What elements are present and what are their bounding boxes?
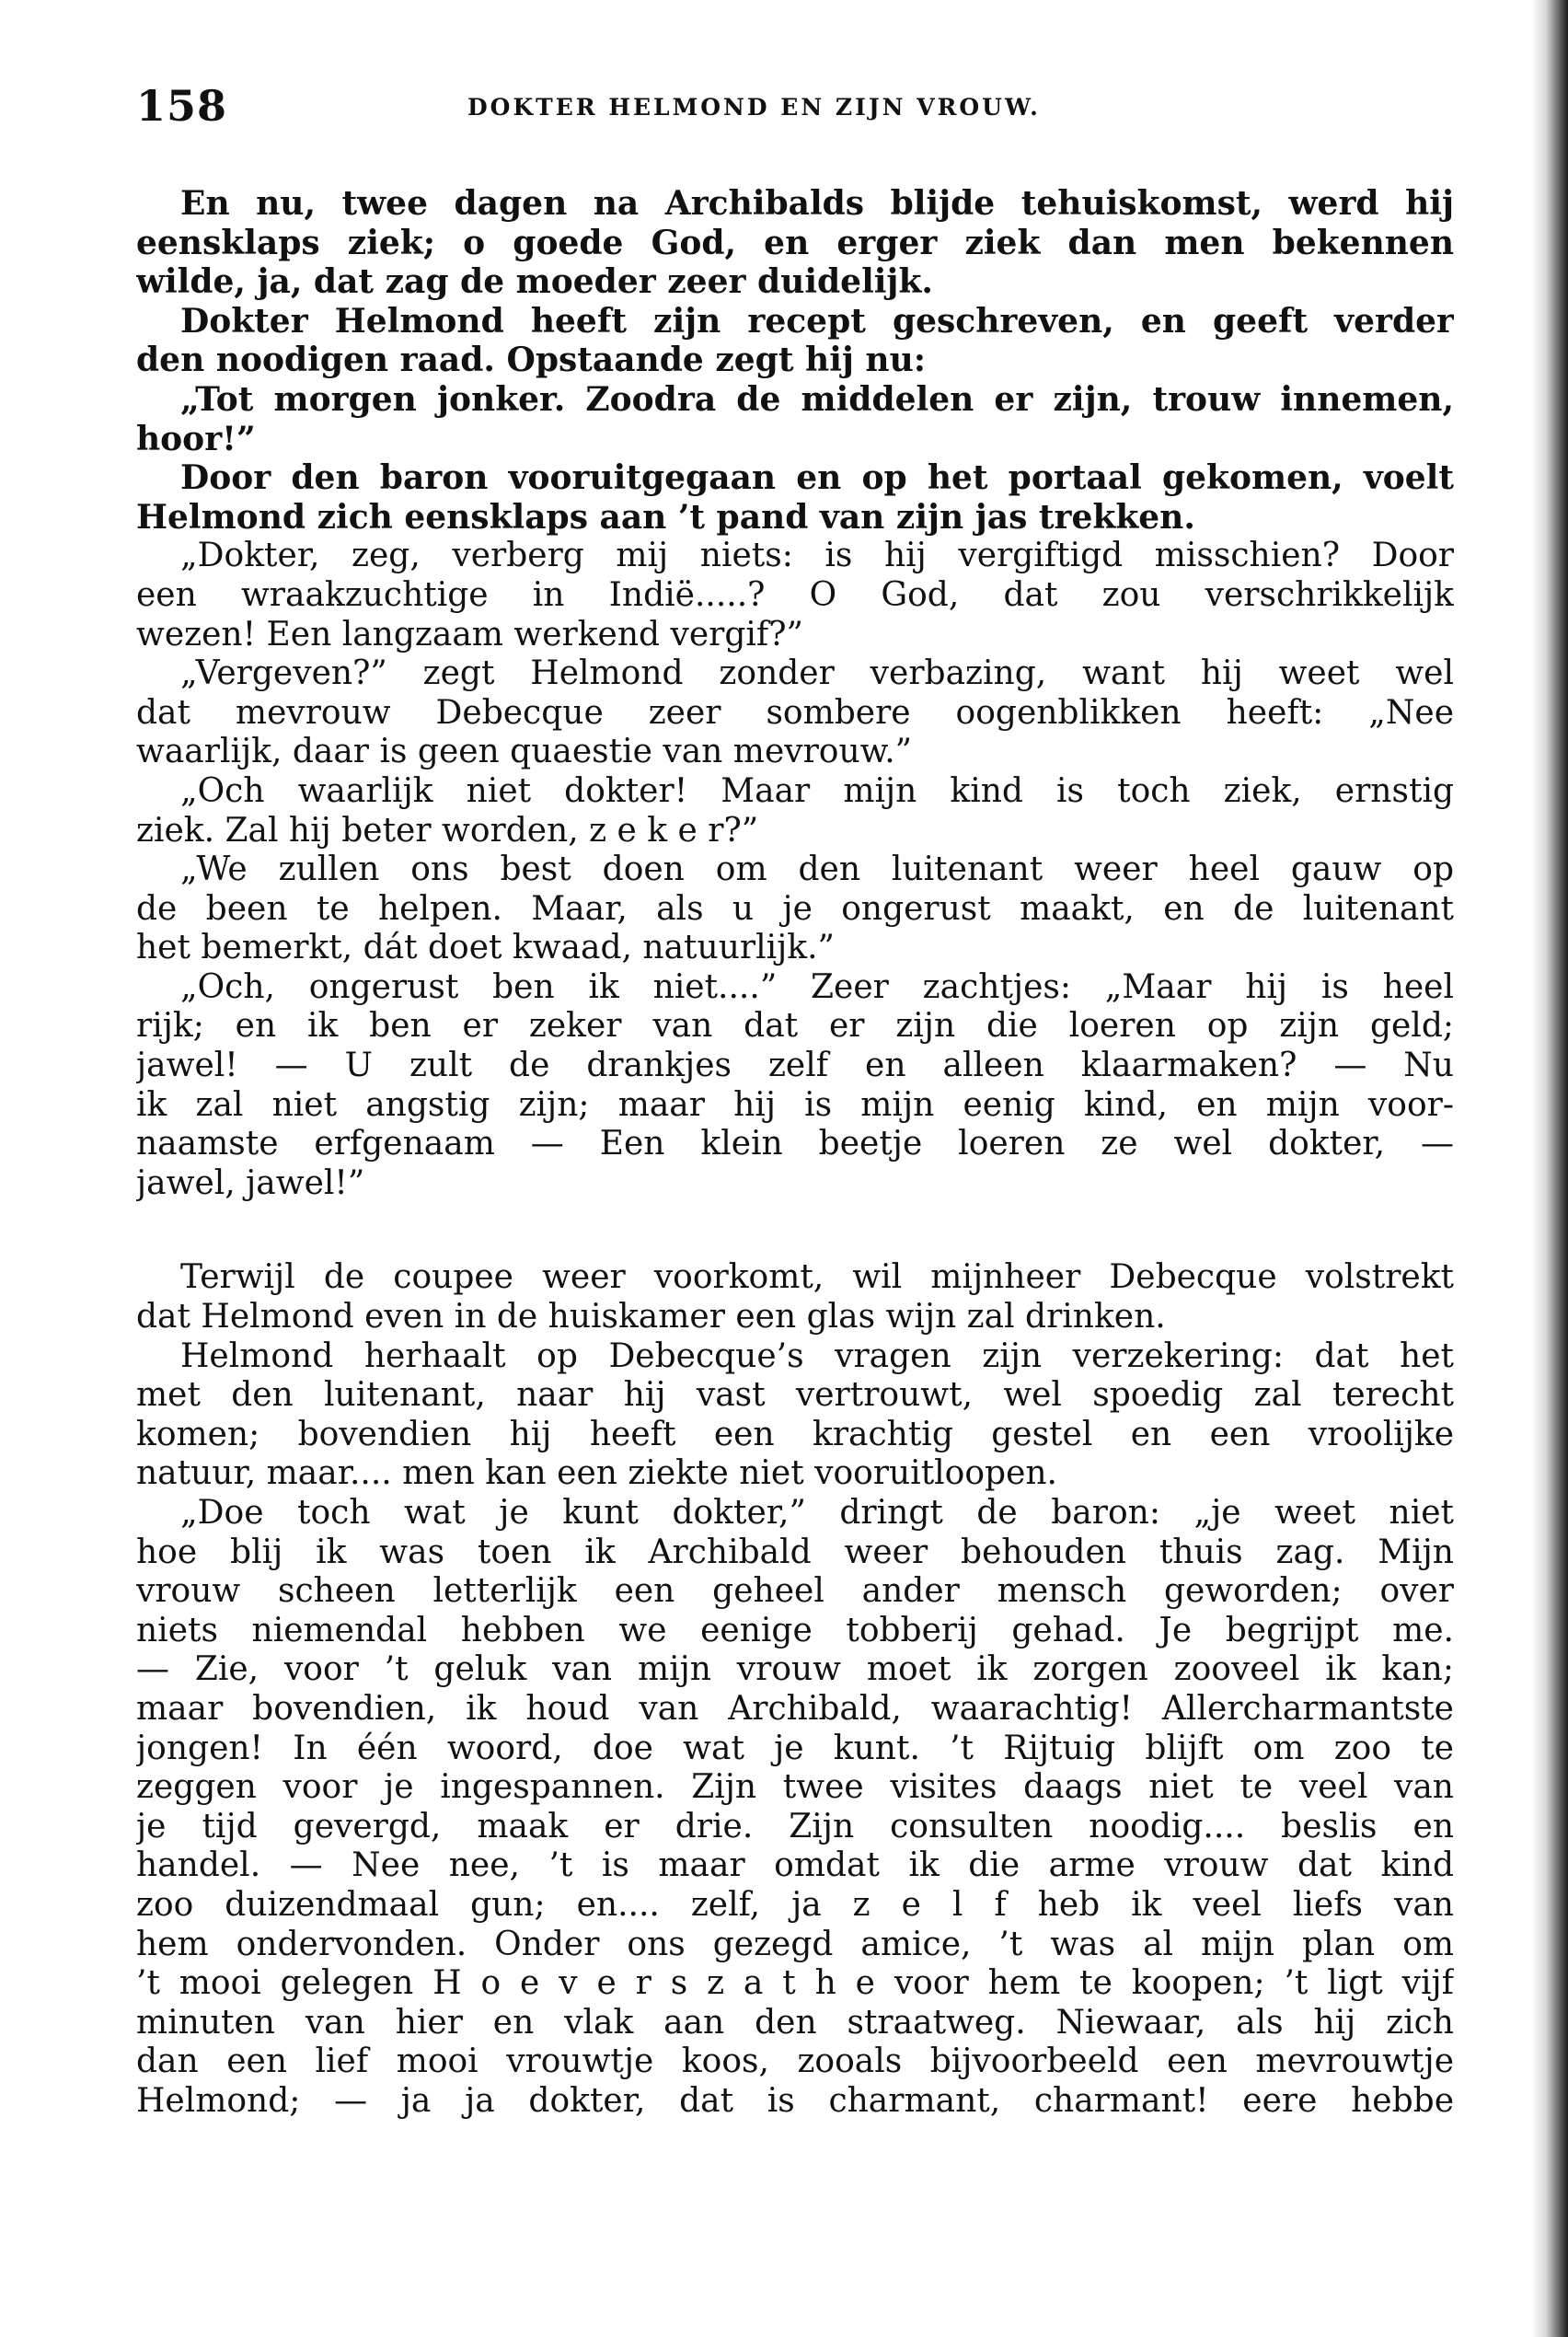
text-line: den noodigen raad. Opstaande zegt hij nu:	[136, 341, 927, 380]
paragraph	[136, 1494, 1454, 2122]
text-line: Dokter Helmond heeft zijn recept geschreven, en geeft verder	[180, 301, 1454, 341]
text-line: rijk; en ik ben er zeker van dat er zijn die loeren op zijn geld;	[136, 1007, 1454, 1046]
running-head: DOKTER HELMOND EN ZIJN VROUW.	[467, 94, 1041, 121]
page-edge-shadow	[1531, 0, 1568, 2337]
text-line: je tijd gevergd, maak er drie. Zijn consulten noodig.... beslis en	[136, 1807, 1454, 1845]
text-line: „Och, ongerust ben ik niet....” Zeer zachtjes: „Maar hij is heel	[180, 967, 1454, 1006]
paragraph	[136, 850, 1454, 968]
text-line: hoe blij ik was toen ik Archibald weer behouden thuis zag. Mijn	[136, 1533, 1454, 1571]
text-line: „Tot morgen jonker. Zoodra de middelen er zijn, trouw innemen,	[180, 379, 1454, 419]
text-line: naamste erfgenaam — Een klein beetje loeren ze wel dokter, —	[136, 1125, 1454, 1163]
text-line: hoor!”	[136, 419, 256, 458]
text-line: met den luitenant, naar hij vast vertrouwt, wel spoedig zal terecht	[136, 1376, 1454, 1415]
text-line: hem ondervonden. Onder ons gezegd amice, ’t was al mijn plan om	[136, 1925, 1454, 1963]
text-line: ziek. Zal hij beter worden, z e k e r?”	[136, 811, 759, 850]
text-line: de been te helpen. Maar, als u je ongerust maakt, en de luitenant	[136, 889, 1454, 928]
body-text	[136, 184, 1454, 2122]
text-line: het bemerkt, dát doet kwaad, natuurlijk.”	[136, 929, 835, 967]
text-line: Door den baron vooruitgegaan en op het portaal gekomen, voelt	[180, 458, 1454, 498]
text-line: ’t mooi gelegen H o e v e r s z a t h e voor hem te koopen; ’t ligt vijf	[136, 1964, 1454, 2003]
text-line: „We zullen ons best doen om den luitenant weer heel gauw op	[180, 850, 1454, 889]
text-line: komen; bovendien hij heeft een krachtig gestel en een vroolijke	[136, 1415, 1454, 1453]
text-line: zoo duizendmaal gun; en.... zelf, ja z e l f heb ik veel liefs van	[136, 1885, 1454, 1924]
section-break	[136, 1203, 1454, 1258]
text-line: dat Helmond even in de huiskamer een glas wijn zal drinken.	[136, 1298, 1166, 1336]
paragraph	[136, 302, 1454, 380]
text-line: dan een lief mooi vrouwtje koos, zooals bijvoorbeeld een mevrouwtje	[136, 2042, 1454, 2081]
text-line: Helmond zich eensklaps aan ’t pand van zijn jas trekken.	[136, 497, 1195, 537]
page-header	[136, 81, 1461, 136]
text-line: eensklaps ziek; o goede God, en erger ziek dan men bekennen	[136, 223, 1454, 262]
text-line: maar bovendien, ik houd van Archibald, waarachtig! Allercharmantste	[136, 1689, 1454, 1728]
paragraph	[136, 1337, 1454, 1494]
paragraph	[136, 1258, 1454, 1336]
text-line: zeggen voor je ingespannen. Zijn twee visites daags niet te veel van	[136, 1768, 1454, 1807]
text-line: een wraakzuchtige in Indië.....? O God, dat zou verschrikkelijk	[136, 575, 1454, 614]
text-line: handel. — Nee nee, ’t is maar omdat ik die arme vrouw dat kind	[136, 1846, 1454, 1885]
text-line: „Dokter, zeg, verberg mij niets: is hij vergiftigd misschien? Door	[180, 537, 1454, 575]
paragraph	[136, 654, 1454, 772]
text-line: En nu, twee dagen na Archibalds blijde tehuiskomst, werd hij	[180, 184, 1454, 223]
text-line: ik zal niet angstig zijn; maar hij is mijn eenig kind, en mijn voor-	[136, 1085, 1454, 1124]
text-line: jawel! — U zult de drankjes zelf en alleen klaarmaken? — Nu	[136, 1047, 1454, 1085]
text-line: „Doe toch wat je kunt dokter,” dringt de baron: „je weet niet	[180, 1494, 1454, 1532]
text-line: wezen! Een langzaam werkend vergif?”	[136, 615, 803, 654]
text-line: Helmond herhaalt op Debecque’s vragen zijn verzekering: dat het	[180, 1336, 1454, 1375]
text-line: natuur, maar.... men kan een ziekte niet vooruitloopen.	[136, 1454, 1058, 1493]
text-line: waarlijk, daar is geen quaestie van mevrouw.”	[136, 733, 913, 771]
text-line: vrouw scheen letterlijk een geheel ander mensch geworden; over	[136, 1572, 1454, 1611]
text-line: niets niemendal hebben we eenige tobberij gehad. Je begrijpt me.	[136, 1611, 1454, 1649]
text-line: dat mevrouw Debecque zeer sombere oogenblikken heeft: „Nee	[136, 693, 1454, 732]
paragraph	[136, 184, 1454, 302]
text-line: „Vergeven?” zegt Helmond zonder verbazing, want hij weet wel	[180, 654, 1454, 693]
text-line: jongen! In één woord, doe wat je kunt. ’t Rijtuig blijft om zoo te	[136, 1729, 1454, 1767]
text-line: jawel, jawel!”	[136, 1163, 365, 1202]
text-line: wilde, ja, dat zag de moeder zeer duidelijk.	[136, 262, 933, 302]
text-line: minuten van hier en vlak aan den straatweg. Niewaar, als hij zich	[136, 2003, 1454, 2042]
text-line: Terwijl de coupee weer voorkomt, wil mijnheer Debecque volstrekt	[180, 1258, 1454, 1297]
text-line: — Zie, voor ’t geluk van mijn vrouw moet ik zorgen zooveel ik kan;	[136, 1650, 1454, 1689]
paragraph	[136, 380, 1454, 458]
paragraph	[136, 968, 1454, 1204]
page-number: 158	[136, 81, 228, 131]
text-line: „Och waarlijk niet dokter! Maar mijn kind is toch ziek, ernstig	[180, 771, 1454, 810]
paragraph	[136, 772, 1454, 850]
paragraph	[136, 458, 1454, 537]
paragraph	[136, 537, 1454, 654]
text-line: Helmond; — ja ja dokter, dat is charmant, charmant! eere hebbe	[136, 2081, 1454, 2120]
